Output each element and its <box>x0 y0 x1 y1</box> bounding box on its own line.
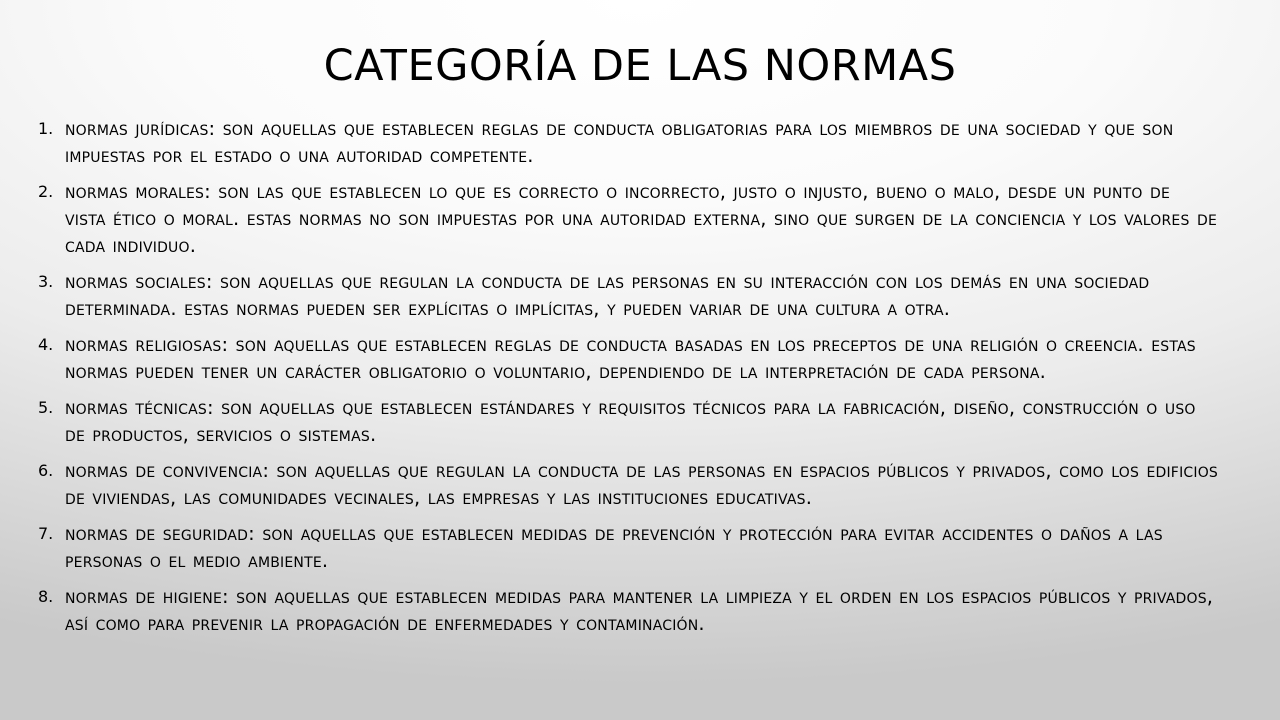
list-item-text: normas jurídicas: son aquellas que establecen reglas de conducta obligatorias para los miembros de una sociedad y que son impuestas por el estado o una autoridad competente. <box>65 117 1174 167</box>
list-item <box>38 394 1218 448</box>
list-item-number: 8. <box>38 587 54 606</box>
list-item-number: 4. <box>38 335 54 354</box>
list-item-text: normas de seguridad: son aquellas que establecen medidas de prevención y protección para evitar accidentes o daños a las personas o el medio ambiente. <box>65 522 1163 572</box>
list-item-text: normas morales: son las que establecen lo que es correcto o incorrecto, justo o injusto, bueno o malo, desde un punto de vista ético o moral. estas normas no son impuestas por una autoridad externa, sino que surgen de la conciencia y los valores de cada individuo. <box>65 180 1217 257</box>
list-item <box>38 520 1218 574</box>
slide-title: CATEGORÍA DE LAS NORMAS <box>323 41 957 91</box>
norms-list <box>38 115 1218 646</box>
list-item-text: normas de convivencia: son aquellas que regulan la conducta de las personas en espacios públicos y privados, como los edificios de viviendas, las comunidades vecinales, las empresas y las instituciones educativas. <box>65 459 1219 509</box>
list-item <box>38 115 1218 169</box>
list-item <box>38 178 1218 259</box>
list-item-number: 5. <box>38 398 54 417</box>
list-item <box>38 331 1218 385</box>
list-item <box>38 583 1218 637</box>
list-item-number: 6. <box>38 461 54 480</box>
list-item-text: normas de higiene: son aquellas que establecen medidas para mantener la limpieza y el orden en los espacios públicos y privados, así como para prevenir la propagación de enfermedades y contaminación. <box>65 585 1214 635</box>
list-item-number: 3. <box>38 272 54 291</box>
list-item-text: normas religiosas: son aquellas que establecen reglas de conducta basadas en los preceptos de una religión o creencia. estas normas pueden tener un carácter obligatorio o voluntario, dependiendo de la interpretación de cada persona. <box>65 333 1196 383</box>
list-item-number: 2. <box>38 182 54 201</box>
list-item <box>38 268 1218 322</box>
list-item-text: normas sociales: son aquellas que regulan la conducta de las personas en su interacción con los demás en una sociedad determinada. estas normas pueden ser explícitas o implícitas, y pueden variar de una cultura a otra. <box>65 270 1150 320</box>
list-item-number: 1. <box>38 119 54 138</box>
list-item-text: normas técnicas: son aquellas que establecen estándares y requisitos técnicos para la fabricación, diseño, construcción o uso de productos, servicios o sistemas. <box>65 396 1196 446</box>
list-item-number: 7. <box>38 524 54 543</box>
list-item <box>38 457 1218 511</box>
